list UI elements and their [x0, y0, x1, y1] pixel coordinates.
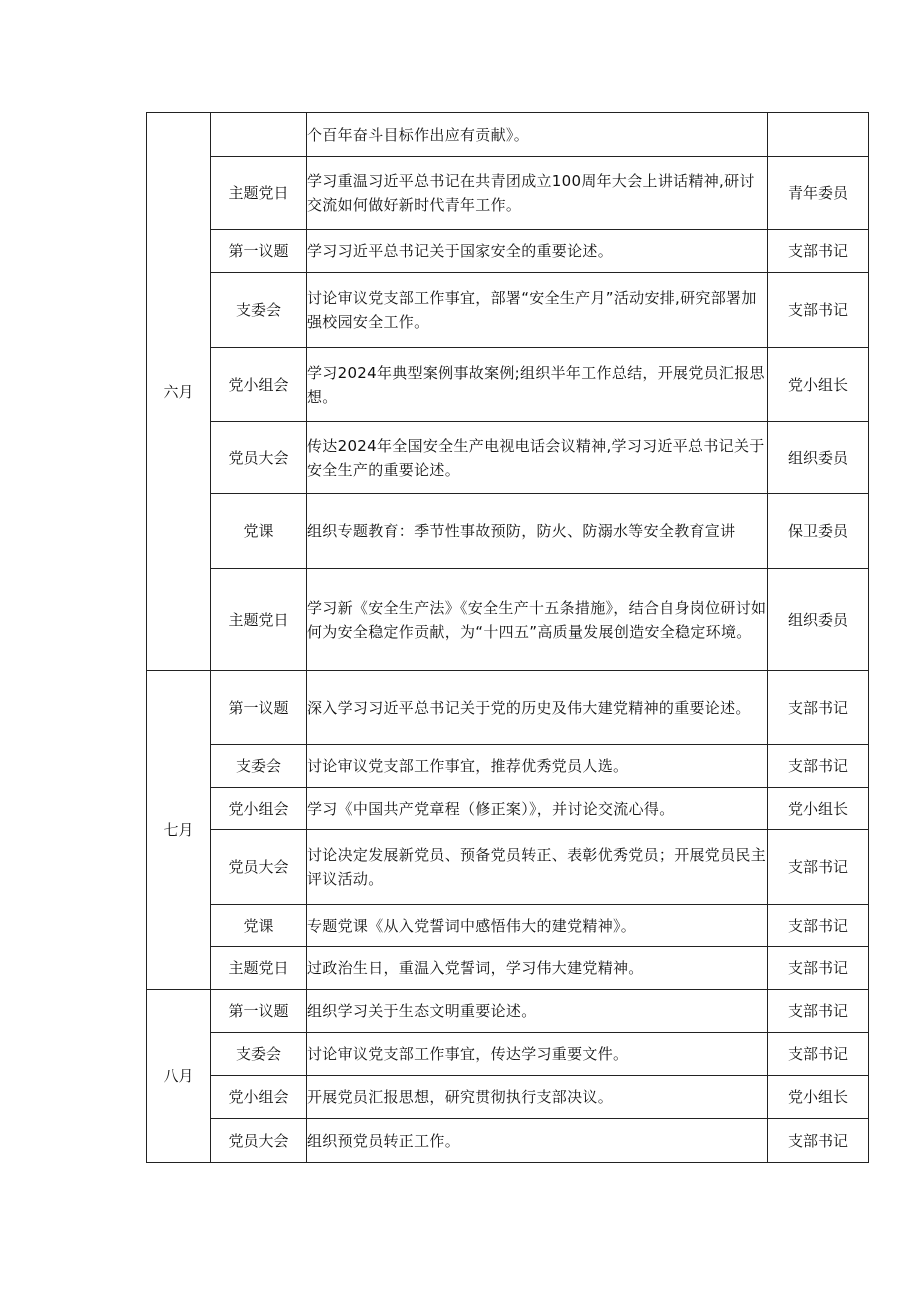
- table-row: [147, 348, 869, 422]
- activity-content-cell: 讨论决定发展新党员、预备党员转正、表彰优秀党员；开展党员民主评议活动。: [307, 830, 768, 905]
- table-row: [147, 273, 869, 348]
- activity-type-cell: 第一议题: [211, 671, 307, 745]
- activity-content-cell: 组织预党员转正工作。: [307, 1119, 768, 1163]
- table-row: [147, 157, 869, 230]
- activity-content-cell: 学习《中国共产党章程（修正案）》，并讨论交流心得。: [307, 788, 768, 830]
- table-row: [147, 830, 869, 905]
- table-row: [147, 788, 869, 830]
- activity-content-cell: 组织专题教育：季节性事故预防，防火、防溺水等安全教育宣讲: [307, 494, 768, 569]
- responsible-cell: [768, 113, 869, 157]
- activity-content-cell: 组织学习关于生态文明重要论述。: [307, 990, 768, 1033]
- activity-type-cell: 第一议题: [211, 990, 307, 1033]
- activity-content-cell: 专题党课《从入党誓词中感悟伟大的建党精神》。: [307, 905, 768, 947]
- responsible-cell: 支部书记: [768, 273, 869, 348]
- table-row: [147, 422, 869, 494]
- activity-content-cell: 个百年奋斗目标作出应有贡献》。: [307, 113, 768, 157]
- responsible-cell: 青年委员: [768, 157, 869, 230]
- activity-content-cell: 学习2024年典型案例事故案例;组织半年工作总结，开展党员汇报思想。: [307, 348, 768, 422]
- activity-type-cell: 主题党日: [211, 947, 307, 990]
- responsible-cell: 支部书记: [768, 990, 869, 1033]
- table-row: [147, 1076, 869, 1119]
- activity-type-cell: 党课: [211, 494, 307, 569]
- activity-content-cell: 讨论审议党支部工作事宜，部署“安全生产月”活动安排,研究部署加强校园安全工作。: [307, 273, 768, 348]
- activity-content-cell: 开展党员汇报思想，研究贯彻执行支部决议。: [307, 1076, 768, 1119]
- responsible-cell: 党小组长: [768, 788, 869, 830]
- month-cell: 八月: [147, 990, 211, 1163]
- activity-content-cell: 讨论审议党支部工作事宜，推荐优秀党员人选。: [307, 745, 768, 788]
- responsible-cell: 支部书记: [768, 745, 869, 788]
- responsible-cell: 支部书记: [768, 671, 869, 745]
- responsible-cell: 支部书记: [768, 830, 869, 905]
- activity-plan-table: [146, 112, 869, 1163]
- table-row: [147, 671, 869, 745]
- activity-type-cell: 主题党日: [211, 569, 307, 671]
- activity-type-cell: 党员大会: [211, 422, 307, 494]
- table-row: [147, 1119, 869, 1163]
- activity-type-cell: 支委会: [211, 1033, 307, 1076]
- table-row: [147, 569, 869, 671]
- table-row: [147, 990, 869, 1033]
- month-cell: 七月: [147, 671, 211, 990]
- activity-type-cell: [211, 113, 307, 157]
- responsible-cell: 支部书记: [768, 1119, 869, 1163]
- activity-type-cell: 党小组会: [211, 1076, 307, 1119]
- responsible-cell: 支部书记: [768, 230, 869, 273]
- activity-content-cell: 过政治生日，重温入党誓词，学习伟大建党精神。: [307, 947, 768, 990]
- responsible-cell: 支部书记: [768, 947, 869, 990]
- month-cell: 六月: [147, 113, 211, 671]
- activity-type-cell: 党小组会: [211, 788, 307, 830]
- responsible-cell: 党小组长: [768, 348, 869, 422]
- responsible-cell: 支部书记: [768, 905, 869, 947]
- table-row: [147, 1033, 869, 1076]
- table-row: [147, 745, 869, 788]
- activity-content-cell: 传达2024年全国安全生产电视电话会议精神,学习习近平总书记关于安全生产的重要论述。: [307, 422, 768, 494]
- activity-type-cell: 党员大会: [211, 1119, 307, 1163]
- responsible-cell: 组织委员: [768, 422, 869, 494]
- activity-type-cell: 支委会: [211, 273, 307, 348]
- activity-type-cell: 党员大会: [211, 830, 307, 905]
- table-row: [147, 230, 869, 273]
- table-row: [147, 113, 869, 157]
- activity-content-cell: 深入学习习近平总书记关于党的历史及伟大建党精神的重要论述。: [307, 671, 768, 745]
- responsible-cell: 组织委员: [768, 569, 869, 671]
- activity-type-cell: 主题党日: [211, 157, 307, 230]
- responsible-cell: 党小组长: [768, 1076, 869, 1119]
- responsible-cell: 支部书记: [768, 1033, 869, 1076]
- activity-type-cell: 第一议题: [211, 230, 307, 273]
- activity-content-cell: 学习重温习近平总书记在共青团成立100周年大会上讲话精神,研讨交流如何做好新时代青年工作。: [307, 157, 768, 230]
- activity-content-cell: 学习新《安全生产法》《安全生产十五条措施》，结合自身岗位研讨如何为安全稳定作贡献，为“十四五”高质量发展创造安全稳定环境。: [307, 569, 768, 671]
- responsible-cell: 保卫委员: [768, 494, 869, 569]
- table-row: [147, 947, 869, 990]
- activity-content-cell: 讨论审议党支部工作事宜，传达学习重要文件。: [307, 1033, 768, 1076]
- table-row: [147, 905, 869, 947]
- activity-type-cell: 党小组会: [211, 348, 307, 422]
- activity-type-cell: 支委会: [211, 745, 307, 788]
- activity-content-cell: 学习习近平总书记关于国家安全的重要论述。: [307, 230, 768, 273]
- table-row: [147, 494, 869, 569]
- activity-type-cell: 党课: [211, 905, 307, 947]
